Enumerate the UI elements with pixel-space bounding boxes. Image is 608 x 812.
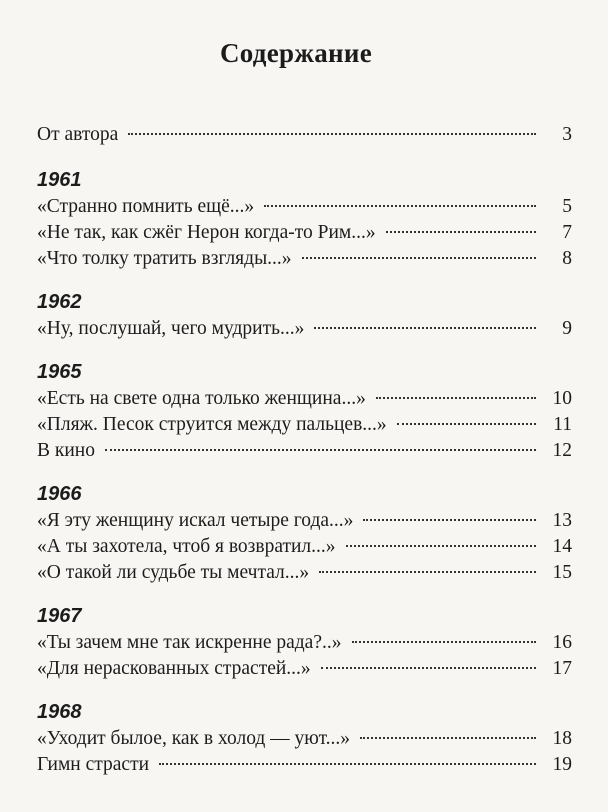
section-year-heading: 1966 [37,483,82,505]
toc-section-1967 [37,602,572,682]
dot-leader [128,133,536,135]
toc-entry[interactable] [37,412,572,438]
dot-leader [386,231,536,233]
toc-section-1962 [37,288,572,342]
dot-leader [376,397,536,399]
toc-entry[interactable] [37,508,572,534]
toc-entry[interactable] [37,534,572,560]
toc-entry-label: «Есть на свете одна только женщина...» [37,388,366,409]
toc-page-number: 19 [552,754,572,775]
toc-page-number: 16 [552,632,572,653]
toc-entry-intro[interactable] [37,122,572,148]
toc-page-number: 7 [562,222,572,243]
toc-page-number: 18 [552,728,572,749]
toc-entry-label: «Я эту женщину искал четыре года...» [37,510,354,531]
toc-entry-label: «Что толку тратить взгляды...» [37,248,292,269]
section-year-heading: 1968 [37,701,82,723]
toc-page-number: 5 [562,196,572,217]
toc-entry-label: «Пляж. Песок струится между пальцев...» [37,414,387,435]
dot-leader [352,641,537,643]
dot-leader [321,667,536,669]
toc-entry[interactable] [37,194,572,220]
spacer [37,148,572,166]
toc-entry[interactable] [37,386,572,412]
table-of-contents [37,122,572,778]
toc-page-number: 8 [562,248,572,269]
toc-page-number: 12 [552,440,572,461]
toc-page-number: 11 [553,414,572,435]
toc-entry-label: Гимн страсти [37,754,150,775]
toc-entry-label: «Для нераскованных страстей...» [37,658,311,679]
toc-entry[interactable] [37,726,572,752]
toc-page-number: 14 [552,536,572,557]
dot-leader [360,737,536,739]
toc-entry-label: «О такой ли судьбе ты мечтал...» [37,562,310,583]
toc-page-number: 17 [552,658,572,679]
toc-entry[interactable] [37,220,572,246]
toc-entry-label: «Не так, как сжёг Нерон когда-то Рим...» [37,222,376,243]
toc-entry-label: От автора [37,124,119,145]
toc-entry-label: «Уходит былое, как в холод — уют...» [37,728,351,749]
toc-sections [37,166,572,778]
toc-page-number: 10 [552,388,572,409]
toc-entry-label: «Странно помнить ещё...» [37,196,255,217]
dot-leader [105,449,536,451]
section-year-heading: 1965 [37,361,82,383]
section-year-heading: 1961 [37,169,82,191]
toc-page-number: 3 [562,124,572,145]
dot-leader [397,423,536,425]
toc-entry[interactable] [37,656,572,682]
dot-leader [159,763,536,765]
dot-leader [346,545,536,547]
toc-entry[interactable] [37,560,572,586]
section-year-heading: 1967 [37,605,82,627]
section-year-heading: 1962 [37,291,82,313]
toc-page-number: 15 [552,562,572,583]
toc-page-number: 9 [562,318,572,339]
toc-section-1965 [37,358,572,464]
toc-entry[interactable] [37,630,572,656]
dot-leader [363,519,536,521]
toc-section-1968 [37,698,572,778]
toc-section-1966 [37,480,572,586]
dot-leader [314,327,536,329]
toc-entry[interactable] [37,246,572,272]
toc-entry[interactable] [37,316,572,342]
toc-entry-label: В кино [37,440,95,461]
dot-leader [319,571,536,573]
toc-page-number: 13 [552,510,572,531]
toc-entry-label: «Ты зачем мне так искренне рада?..» [37,632,342,653]
toc-entry[interactable] [37,752,572,778]
dot-leader [302,257,536,259]
toc-entry-label: «А ты захотела, чтоб я возвратил...» [37,536,336,557]
toc-section-1961 [37,166,572,272]
dot-leader [264,205,536,207]
toc-entry[interactable] [37,438,572,464]
toc-entry-label: «Ну, послушай, чего мудрить...» [37,318,305,339]
page-title: Содержание [219,38,373,68]
